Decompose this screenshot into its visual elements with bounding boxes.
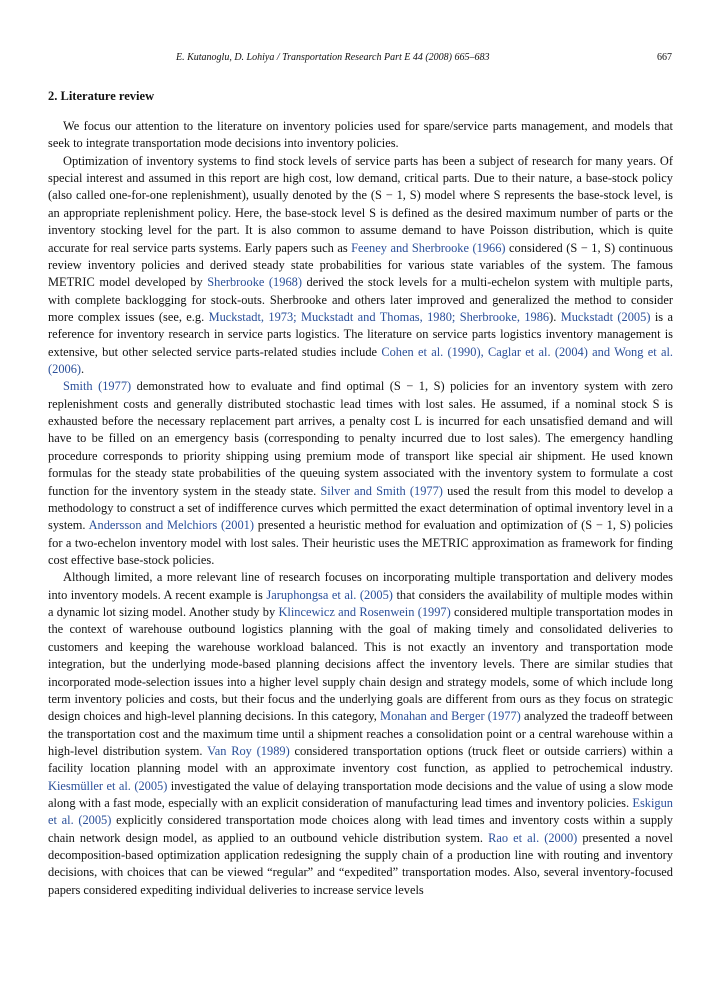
- citation-link[interactable]: Jaruphongsa et al. (2005): [266, 587, 393, 602]
- paragraph: [48, 118, 673, 153]
- citation-link[interactable]: Muckstadt, 1973; Muckstadt and Thomas, 1980; Sherbrooke, 1986: [208, 309, 550, 324]
- paragraph-text: explicitly considered transportation mode choices along with lead times and inventory costs within a supply chain network design model, as applied to an outbound vehicle distribution system.: [48, 813, 674, 845]
- journal-citation: E. Kutanoglu, D. Lohiya / Transportation Research Part E 44 (2008) 665–683: [176, 52, 490, 63]
- citation-link[interactable]: Andersson and Melchiors (2001): [88, 518, 254, 533]
- paragraph-text: demonstrated how to evaluate and find optimal (S − 1, S) policies for an inventory system with zero replenishment costs and generally distributed stochastic lead times with lost sales. He assumed, if a nominal stock S is exhausted before the necessary replacement part arrives, a penalty cost L is incurred for each unsatisfied demand and will have to be filled on an emergency basis (corresponding to penalty incurred due to lost sales). The emergency handling procedure corresponds to priority shipping using premium mode of transport like special air shipment. He used known formulas for the steady state probabilities of the queuing system associated with the inventory system to formulate a cost function for the inventory system in the steady state.: [48, 379, 673, 498]
- citation-link[interactable]: Sherbrooke (1968): [207, 275, 302, 290]
- paragraph-text: considered multiple transportation modes in the context of warehouse outbound logistics planning with the goal of making timely and consolidated deliveries to customers and keeping the warehouse workload balanced. This is not exactly an inventory and transportation mode integration, but the underlying mode-based planning decisions affect the inventory levels. There are similar studies that incorporated mode-selection issues into a higher level supply chain design and strategy models, some of which include long term inventory policies and costs, but their focus and the underlying goals are different from ours as they focus on strategic design choices and high-level planning decisions. In this category,: [48, 605, 673, 724]
- section-body: [48, 118, 673, 899]
- paragraph-text: presented a heuristic method for evaluation and optimization of (S − 1, S) policies for a two-echelon inventory model with lost sales. Their heuristic uses the METRIC approximation as framework for finding cost effective base-stock policies.: [48, 518, 673, 567]
- paragraph-text: Optimization of inventory systems to find stock levels of service parts has been a subject of research for many years. Of special interest and assumed in this report are high cost, low demand, critical parts. Due to their nature, a base-stock policy (also called one-for-one replenishment), usually denoted by the (S − 1, S) model where S represents the base-stock level, is an appropriate replenishment policy. Here, the base-stock level S is defined as the desired maximum number of parts or the inventory stocking level for the part. It is also common to assume demand to have Poisson distribution, which is quite accurate for real service parts systems. Early papers such as: [48, 153, 673, 255]
- paragraph-text: ).: [549, 309, 561, 324]
- citation-link[interactable]: Muckstadt (2005): [560, 309, 651, 324]
- paragraph-text: analyzed the tradeoff between the transportation cost and the maximum time until a shipment reaches a consolidation point or a central warehouse within a high-level distribution system.: [48, 709, 673, 758]
- paragraph-text: used the result from this model to develop a methodology to construct a set of indifference curves which permitted the exact determination of optimal inventory level in a system.: [48, 483, 673, 533]
- citation-link[interactable]: Van Roy (1989): [207, 743, 290, 758]
- citation-link[interactable]: Silver and Smith (1977): [320, 483, 443, 498]
- citation-link[interactable]: Kiesmüller et al. (2005): [48, 778, 168, 793]
- paragraph-text: presented a novel decomposition-based optimization application redesigning the supply chain of a production line with routing and inventory decisions, with choices that can be viewed “regular” and “expedited” transportation modes. Also, several inventory-focused papers considered expediting individual deliveries to increase service levels: [48, 830, 673, 897]
- paragraph: [48, 378, 673, 569]
- citation-link[interactable]: Cohen et al. (1990), Caglar et al. (2004) and Wong et al. (2006): [48, 344, 673, 377]
- citation-link[interactable]: Smith (1977): [63, 379, 132, 394]
- citation-link[interactable]: Rao et al. (2000): [488, 830, 578, 845]
- citation-link[interactable]: Eskigun et al. (2005): [48, 796, 673, 828]
- citation-link[interactable]: Monahan and Berger (1977): [380, 709, 521, 724]
- paragraph-text: investigated the value of delaying transportation mode decisions and the value of using a slow mode along with a fast mode, especially with an explicit consideration of manufacturing lead times and inventory policies.: [48, 778, 673, 811]
- paragraph-text: .: [81, 362, 85, 377]
- paragraph-text: is a reference for inventory research in service parts logistics. The literature on service parts logistics inventory management is extensive, but other selected service parts-related studies include: [48, 309, 673, 359]
- paragraph: [48, 153, 673, 379]
- section-title: 2. Literature review: [48, 89, 155, 103]
- paragraph-text: considered transportation options (truck fleet or outside carriers) within a facility location planning model with an approximate inventory cost function, as applied to petrochemical industry.: [48, 743, 673, 776]
- paragraph-text: that considers the availability of multiple modes within a dynamic lot sizing model. Another study by: [48, 587, 674, 620]
- paragraph: [48, 569, 673, 899]
- page-number: 667: [657, 52, 672, 63]
- citation-link[interactable]: Klincewicz and Rosenwein (1997): [278, 605, 451, 620]
- citation-link[interactable]: Feeney and Sherbrooke (1966): [351, 240, 506, 255]
- paragraph-text: derived the stock levels for a multi-echelon system with multiple parts, with complete backlogging for stock-outs. Sherbrooke and others later improved and generalized the method to consider more complex issues (see, e.g.: [48, 275, 673, 324]
- paragraph-text: Although limited, a more relevant line of research focuses on incorporating multiple transportation and delivery modes into inventory models. A recent example is: [48, 570, 673, 602]
- paragraph-text: considered (S − 1, S) continuous review inventory policies and derived steady state probabilities for various state variables of the system. The famous METRIC model developed by: [48, 240, 673, 290]
- paragraph-text: We focus our attention to the literature on inventory policies used for spare/service parts management, and models that seek to integrate transportation mode decisions into inventory policies.: [48, 119, 673, 151]
